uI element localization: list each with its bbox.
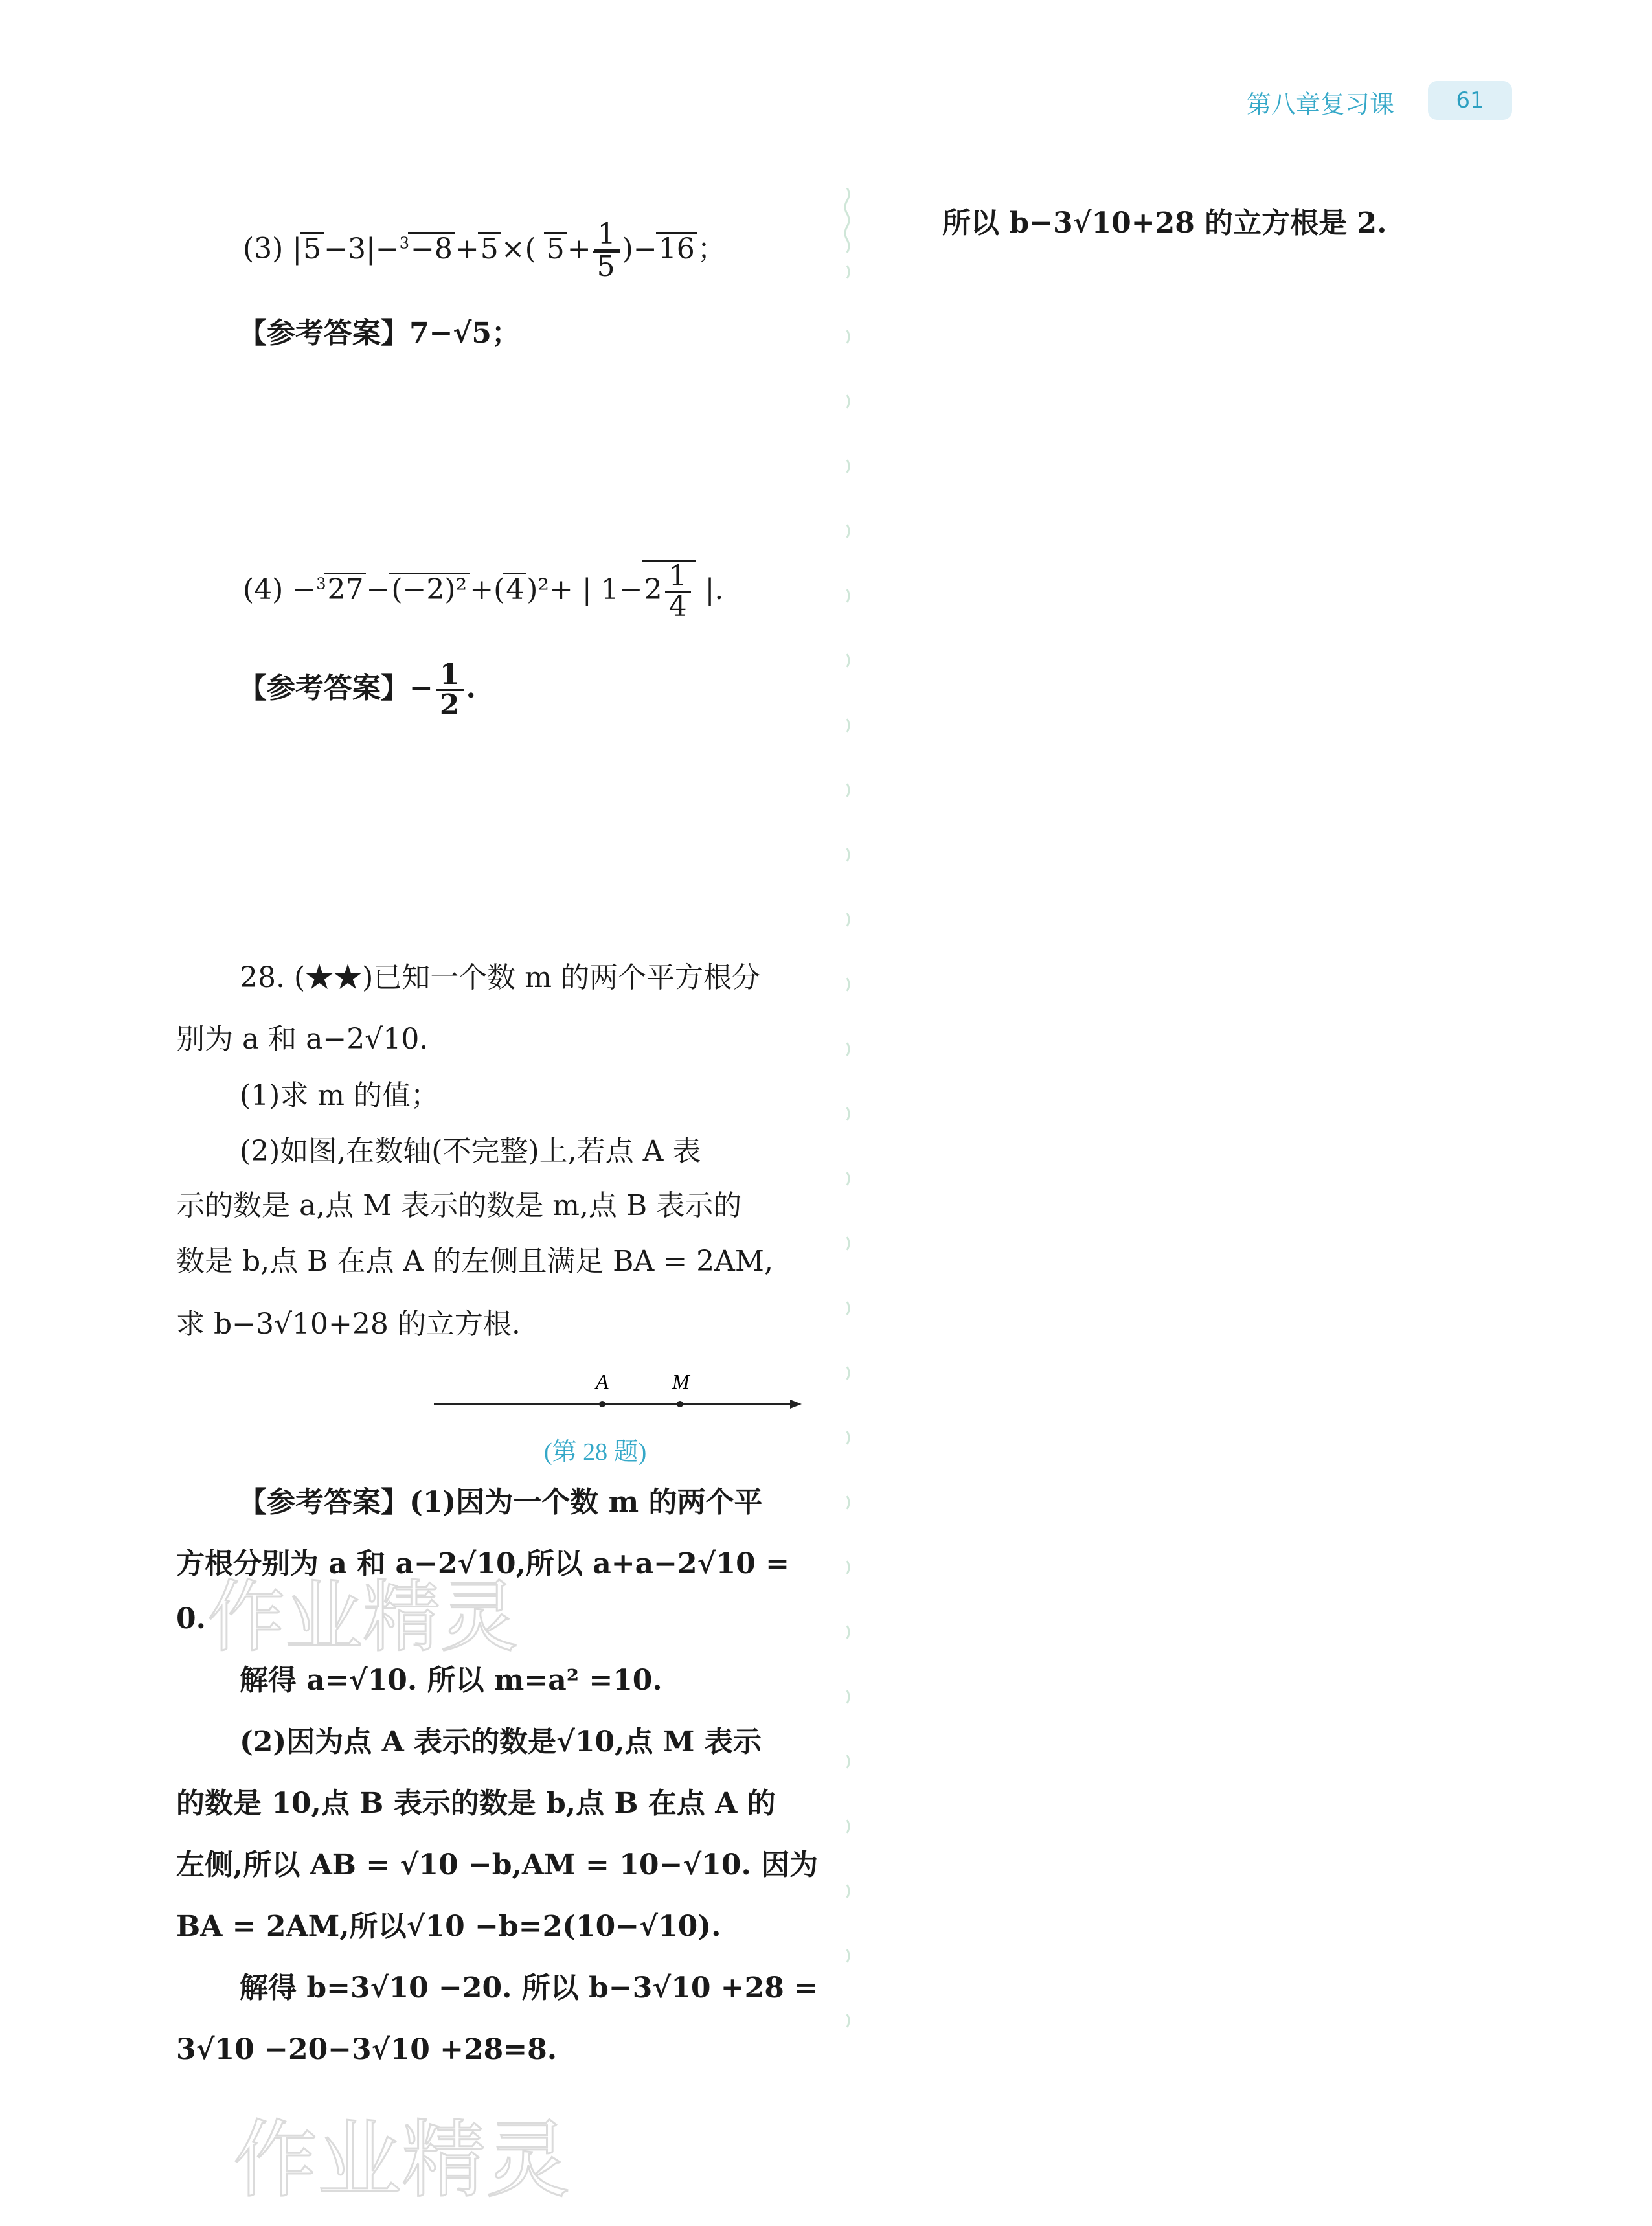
answer28-line1: 【参考答案】(1)因为一个数 m 的两个平 [238, 1486, 763, 1519]
watermark-logo-bottom [233, 2105, 596, 2215]
answer-period: . [466, 672, 476, 705]
problem4-expression [243, 560, 723, 621]
problem3-label: (3) [243, 232, 284, 266]
problem28-line2: 别为 a 和 a−2√10. [176, 1023, 429, 1056]
watermark-text: 作业精灵 [207, 1573, 518, 1663]
answer-label: 【参考答案】 [238, 672, 409, 705]
column-divider [841, 188, 854, 2085]
answer-value: 7−√5； [409, 317, 521, 350]
point-a-dot [599, 1401, 605, 1407]
watermark-logo [207, 1567, 557, 1664]
problem28-line5: 示的数是 a,点 M 表示的数是 m,点 B 表示的 [176, 1189, 742, 1222]
answer-numerator: 1 [436, 661, 464, 691]
problem4-label: (4) [243, 573, 284, 606]
watermark-text-bottom: 作业精灵 [233, 2111, 571, 2209]
answer-sign: − [409, 672, 433, 705]
point-m-dot [677, 1401, 683, 1407]
problem28-line3: (1)求 m 的值； [240, 1079, 440, 1112]
answer28-line2: 方根分别为 a 和 a−2√10,所以 a+a−2√10 = [176, 1547, 789, 1580]
axis-arrow [790, 1400, 802, 1409]
point-a-label: A [596, 1370, 609, 1393]
problem3-answer [238, 314, 520, 353]
problem4-formula: −$^3$27−(−2)²+(4)²+ | 1−2 $\frac{1}{4}$ |. [292, 560, 724, 623]
answer28-line4: 解得 a=√10. 所以 m=a² =10. [240, 1664, 662, 1697]
problem28-line6: 数是 b,点 B 在点 A 的左侧且满足 BA = 2AM, [176, 1245, 773, 1278]
point-m-label: M [672, 1370, 690, 1393]
answer-denominator: 2 [439, 688, 460, 721]
problem3-expression [243, 220, 726, 281]
number-line-figure [427, 1367, 803, 1418]
problem4-answer [238, 658, 476, 721]
problem28-line1: 28. (★★)已知一个数 m 的两个平方根分 [240, 961, 760, 994]
answer-label: 【参考答案】 [238, 317, 409, 350]
figure-caption: (第 28 题) [544, 1438, 647, 1466]
answer28-line3: 0. [176, 1602, 206, 1635]
answer28-line10: 3√10 −20−3√10 +28=8. [176, 2033, 558, 2066]
problem28-line7: 求 b−3√10+28 的立方根. [176, 1308, 521, 1341]
problem28-line4: (2)如图,在数轴(不完整)上,若点 A 表 [240, 1135, 701, 1168]
answer28-line8: BA = 2AM,所以√10 −b=2(10−√10). [176, 1910, 721, 1943]
answer28-line9: 解得 b=3√10 −20. 所以 b−3√10 +28 = [240, 1971, 819, 2005]
answer28-conclusion: 所以 b−3√10+28 的立方根是 2. [942, 207, 1387, 240]
page-number: 61 [1428, 81, 1512, 120]
answer28-line6: 的数是 10,点 B 表示的数是 b,点 B 在点 A 的 [176, 1787, 776, 1820]
answer28-line5: (2)因为点 A 表示的数是√10,点 M 表示 [240, 1725, 762, 1758]
problem3-formula: |5−3|−$^3$−8+5×( 5+ $\frac{1}{5}$ )−16； [292, 218, 726, 283]
chapter-title: 第八章复习课 [1247, 90, 1395, 119]
answer28-line7: 左侧,所以 AB = √10 −b,AM = 10−√10. 因为 [176, 1848, 819, 1881]
